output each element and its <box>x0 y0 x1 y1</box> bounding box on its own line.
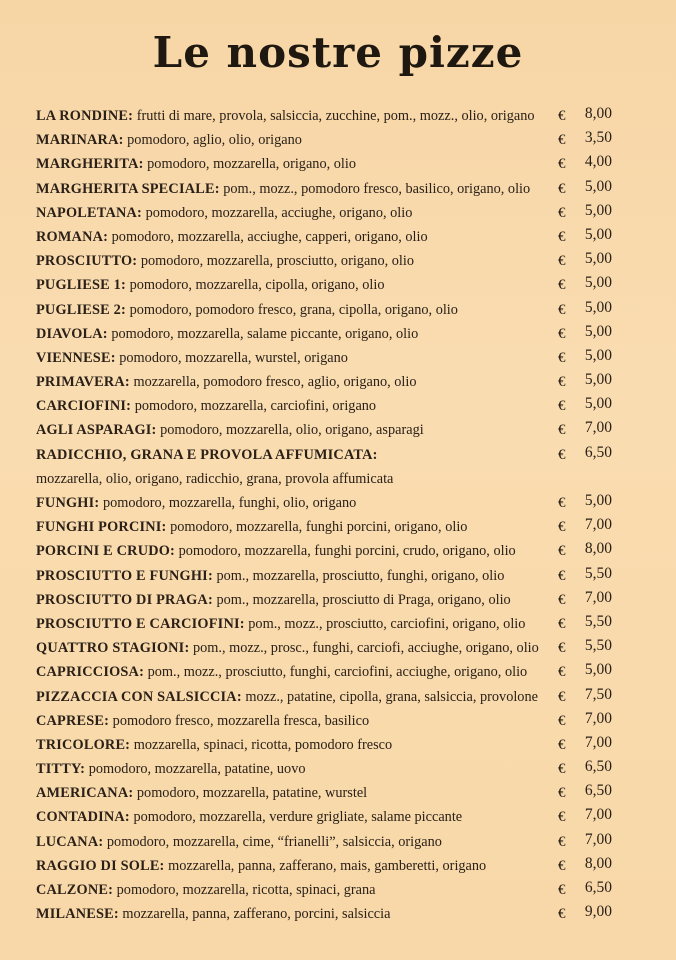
currency-symbol: € <box>558 712 566 729</box>
pizza-ingredients: frutti di mare, provola, salsiccia, zucchine, pom., mozz., olio, origano <box>136 108 535 124</box>
pizza-ingredients: pomodoro, mozzarella, acciughe, origano, olio <box>145 204 413 221</box>
menu-item-description <box>36 854 486 878</box>
pizza-name: ROMANA: <box>36 228 109 245</box>
menu-item-description <box>36 443 378 467</box>
currency-symbol: € <box>558 591 566 608</box>
currency-symbol: € <box>558 349 566 366</box>
pizza-ingredients: pom., mozz., prosciutto, funghi, carciofini, acciughe, origano, olio <box>147 664 528 681</box>
menu-item <box>36 418 616 442</box>
pizza-price: 6,50 <box>584 782 612 800</box>
page-title: Le nostre pizze <box>152 28 524 77</box>
pizza-price: 4,00 <box>584 153 612 171</box>
pizza-price: 5,00 <box>584 322 612 340</box>
pizza-ingredients: pom., mozz., prosc., funghi, carciofi, acciughe, origano, olio <box>192 640 539 657</box>
menu-item <box>36 685 616 709</box>
menu-item-description <box>36 322 418 346</box>
currency-symbol: € <box>558 567 566 584</box>
pizza-ingredients: pomodoro, mozzarella, acciughe, capperi, origano, olio <box>111 228 428 245</box>
pizza-ingredients: pomodoro, mozzarella, funghi, olio, origano <box>102 495 357 511</box>
menu-item-description <box>36 805 462 829</box>
menu-item-description <box>36 781 367 805</box>
menu-item <box>36 781 616 805</box>
menu-item <box>36 394 616 418</box>
pizza-price: 5,00 <box>584 298 612 316</box>
currency-symbol: € <box>558 253 566 270</box>
pizza-price: 7,00 <box>584 709 612 727</box>
pizza-ingredients: pomodoro, mozzarella, origano, olio <box>147 156 356 173</box>
menu-item-description <box>36 612 525 636</box>
currency-symbol: € <box>558 325 566 342</box>
pizza-name: PROSCIUTTO E CARCIOFINI: <box>36 615 245 632</box>
currency-symbol: € <box>558 108 566 124</box>
currency-symbol: € <box>558 833 566 850</box>
pizza-price: 5,00 <box>584 395 612 413</box>
menu-item-description <box>36 660 527 684</box>
pizza-name: CONTADINA: <box>36 809 130 826</box>
pizza-price: 7,00 <box>584 806 612 824</box>
pizza-name: AMERICANA: <box>36 785 134 802</box>
menu-item-description <box>36 878 376 902</box>
pizza-ingredients: pomodoro, mozzarella, salame piccante, origano, olio <box>111 325 419 342</box>
menu-item <box>36 322 616 346</box>
menu-item <box>36 491 616 515</box>
pizza-name: FUNGHI PORCINI: <box>36 519 167 536</box>
currency-symbol: € <box>558 277 566 294</box>
menu-item <box>36 612 616 636</box>
pizza-name: RAGGIO DI SOLE: <box>36 857 165 874</box>
menu-item <box>36 467 616 491</box>
menu-item <box>36 564 616 588</box>
currency-symbol: € <box>558 156 566 173</box>
pizza-ingredients: pomodoro, mozzarella, patatine, wurstel <box>136 785 368 802</box>
currency-symbol: € <box>558 809 566 826</box>
menu-item-description <box>36 902 390 926</box>
pizza-name: MILANESE: <box>36 906 119 923</box>
currency-symbol: € <box>558 857 566 874</box>
pizza-ingredients: pomodoro, mozzarella, funghi porcini, origano, olio <box>170 519 468 536</box>
menu-item <box>36 370 616 394</box>
pizza-ingredients: pom., mozz., pomodoro fresco, basilico, origano, olio <box>223 180 531 197</box>
currency-symbol: € <box>558 640 566 657</box>
menu-item-description <box>36 394 376 418</box>
pizza-ingredients: pomodoro, mozzarella, olio, origano, asparagi <box>160 422 424 439</box>
pizza-ingredients: mozzarella, spinaci, ricotta, pomodoro fresco <box>133 736 393 753</box>
pizza-name: PROSCIUTTO: <box>36 253 138 270</box>
menu-item <box>36 298 616 322</box>
menu-item-description <box>36 128 302 152</box>
menu-item-description <box>36 370 417 394</box>
menu-item <box>36 104 616 128</box>
currency-symbol: € <box>558 374 566 391</box>
pizza-menu-list <box>36 104 616 926</box>
pizza-name: FUNGHI: <box>36 495 100 511</box>
pizza-price: 7,00 <box>584 419 612 437</box>
menu-item <box>36 878 616 902</box>
currency-symbol: € <box>558 398 566 415</box>
pizza-price: 5,00 <box>584 250 612 268</box>
menu-item-description <box>36 709 369 733</box>
menu-item-description <box>36 515 467 539</box>
pizza-name: NAPOLETANA: <box>36 204 142 221</box>
menu-item <box>36 902 616 926</box>
menu-item <box>36 733 616 757</box>
pizza-price: 9,00 <box>584 903 612 921</box>
menu-item-description <box>36 467 393 491</box>
pizza-price: 8,00 <box>584 105 612 122</box>
pizza-ingredients: pomodoro, mozzarella, ricotta, spinaci, grana <box>116 882 376 898</box>
menu-item <box>36 515 616 539</box>
pizza-name: CAPRESE: <box>36 712 110 729</box>
pizza-price: 5,00 <box>584 492 612 509</box>
pizza-name: CALZONE: <box>36 882 114 898</box>
pizza-price: 5,50 <box>584 637 612 655</box>
pizza-ingredients: pomodoro, pomodoro fresco, grana, cipolla, origano, olio <box>129 301 458 318</box>
pizza-name: AGLI ASPARAGI: <box>36 422 157 439</box>
pizza-ingredients: pom., mozz., prosciutto, carciofini, origano, olio <box>248 615 526 632</box>
currency-symbol: € <box>558 688 566 705</box>
currency-symbol: € <box>558 519 566 536</box>
pizza-ingredients: pomodoro fresco, mozzarella fresca, basilico <box>112 712 370 729</box>
menu-item <box>36 225 616 249</box>
pizza-ingredients: pomodoro, aglio, olio, origano <box>127 132 302 149</box>
pizza-name: CAPRICCIOSA: <box>36 664 145 681</box>
menu-item <box>36 539 616 563</box>
pizza-price: 5,00 <box>584 661 612 679</box>
menu-item-description <box>36 564 504 588</box>
pizza-price: 7,50 <box>584 685 612 703</box>
currency-symbol: € <box>558 615 566 632</box>
pizza-ingredients: mozz., patatine, cipolla, grana, salsiccia, provolone <box>245 688 538 705</box>
pizza-ingredients: mozzarella, panna, zafferano, porcini, salsiccia <box>122 906 391 923</box>
menu-item <box>36 830 616 854</box>
menu-item-description <box>36 177 530 201</box>
pizza-ingredients: mozzarella, panna, zafferano, mais, gamberetti, origano <box>168 857 487 874</box>
pizza-name: PUGLIESE 1: <box>36 277 126 294</box>
menu-item <box>36 805 616 829</box>
currency-symbol: € <box>558 204 566 221</box>
menu-item-description <box>36 201 412 225</box>
pizza-ingredients: pomodoro, mozzarella, cime, “frianelli”, salsiccia, origano <box>106 833 442 850</box>
menu-item-description <box>36 757 306 781</box>
menu-item-description <box>36 298 458 322</box>
pizza-name: DIAVOLA: <box>36 325 108 342</box>
currency-symbol: € <box>558 664 566 681</box>
menu-item-description <box>36 539 516 563</box>
pizza-ingredients: pomodoro, mozzarella, patatine, uovo <box>88 761 306 778</box>
pizza-price: 7,00 <box>584 516 612 534</box>
menu-item <box>36 660 616 684</box>
pizza-name: LA RONDINE: <box>36 108 134 124</box>
menu-item-description <box>36 273 384 297</box>
menu-item <box>36 636 616 660</box>
menu-item <box>36 588 616 612</box>
pizza-price: 5,50 <box>584 564 612 582</box>
currency-symbol: € <box>558 882 566 898</box>
currency-symbol: € <box>558 736 566 753</box>
currency-symbol: € <box>558 228 566 245</box>
menu-item-description <box>36 152 356 176</box>
pizza-name: PIZZACCIA CON SALSICCIA: <box>36 688 242 705</box>
menu-item-description <box>36 685 538 709</box>
pizza-price: 3,50 <box>584 129 612 147</box>
pizza-name: LUCANA: <box>36 833 104 850</box>
pizza-name: PUGLIESE 2: <box>36 301 126 318</box>
pizza-name: MARINARA: <box>36 132 124 149</box>
menu-item <box>36 201 616 225</box>
pizza-price: 7,00 <box>584 830 612 848</box>
pizza-price: 6,50 <box>584 443 612 461</box>
pizza-ingredients: pom., mozzarella, prosciutto, funghi, origano, olio <box>216 567 505 584</box>
menu-item-description <box>36 588 511 612</box>
menu-item-description <box>36 346 348 370</box>
currency-symbol: € <box>558 422 566 439</box>
menu-item-description <box>36 733 392 757</box>
pizza-ingredients: pomodoro, mozzarella, prosciutto, origano, olio <box>140 253 414 270</box>
pizza-price: 5,00 <box>584 177 612 195</box>
pizza-price: 5,00 <box>584 346 612 364</box>
pizza-price: 7,00 <box>584 733 612 751</box>
currency-symbol: € <box>558 761 566 778</box>
menu-item-description <box>36 491 356 515</box>
pizza-ingredients: mozzarella, pomodoro fresco, aglio, origano, olio <box>133 374 417 391</box>
pizza-price: 8,00 <box>584 540 612 558</box>
pizza-name: PORCINI E CRUDO: <box>36 543 176 560</box>
pizza-price: 6,50 <box>584 879 612 896</box>
pizza-ingredients: mozzarella, olio, origano, radicchio, grana, provola affumicata <box>36 470 394 487</box>
pizza-ingredients: pomodoro, mozzarella, wurstel, origano <box>119 349 348 366</box>
pizza-name: TRICOLORE: <box>36 736 131 753</box>
currency-symbol: € <box>558 132 566 149</box>
menu-item <box>36 152 616 176</box>
pizza-name: PROSCIUTTO DI PRAGA: <box>36 591 213 608</box>
pizza-name: RADICCHIO, GRANA E PROVOLA AFFUMICATA: <box>36 446 378 463</box>
pizza-price: 7,00 <box>584 588 612 606</box>
currency-symbol: € <box>558 301 566 318</box>
pizza-ingredients: pomodoro, mozzarella, carciofini, origano <box>134 398 377 415</box>
menu-item-description <box>36 249 414 273</box>
menu-item-description <box>36 830 442 854</box>
pizza-name: MARGHERITA SPECIALE: <box>36 180 220 197</box>
menu-item <box>36 757 616 781</box>
pizza-price: 5,00 <box>584 201 612 219</box>
pizza-price: 5,50 <box>584 612 612 630</box>
currency-symbol: € <box>558 495 566 511</box>
menu-item <box>36 443 616 467</box>
currency-symbol: € <box>558 543 566 560</box>
pizza-price: 8,00 <box>584 854 612 872</box>
menu-item-description <box>36 104 535 128</box>
menu-item-description <box>36 225 428 249</box>
pizza-name: VIENNESE: <box>36 349 116 366</box>
pizza-ingredients: pom., mozzarella, prosciutto di Praga, origano, olio <box>216 591 511 608</box>
currency-symbol: € <box>558 180 566 197</box>
menu-item-description <box>36 418 424 442</box>
menu-item <box>36 346 616 370</box>
pizza-ingredients: pomodoro, mozzarella, verdure grigliate, salame piccante <box>133 809 463 826</box>
pizza-name: PROSCIUTTO E FUNGHI: <box>36 567 213 584</box>
pizza-price: 6,50 <box>584 758 612 776</box>
pizza-ingredients: pomodoro, mozzarella, funghi porcini, crudo, origano, olio <box>178 543 516 560</box>
menu-item <box>36 249 616 273</box>
menu-item <box>36 709 616 733</box>
pizza-name: QUATTRO STAGIONI: <box>36 640 190 657</box>
pizza-name: MARGHERITA: <box>36 156 144 173</box>
menu-item-description <box>36 636 539 660</box>
pizza-price: 5,00 <box>584 371 612 389</box>
menu-item <box>36 273 616 297</box>
pizza-price: 5,00 <box>584 225 612 243</box>
pizza-name: CARCIOFINI: <box>36 398 132 415</box>
pizza-name: TITTY: <box>36 761 86 778</box>
menu-item <box>36 128 616 152</box>
menu-item <box>36 854 616 878</box>
currency-symbol: € <box>558 906 566 923</box>
pizza-ingredients: pomodoro, mozzarella, cipolla, origano, olio <box>129 277 385 294</box>
pizza-name: PRIMAVERA: <box>36 374 130 391</box>
pizza-price: 5,00 <box>584 274 612 292</box>
menu-item <box>36 177 616 201</box>
currency-symbol: € <box>558 785 566 802</box>
currency-symbol: € <box>558 446 566 463</box>
